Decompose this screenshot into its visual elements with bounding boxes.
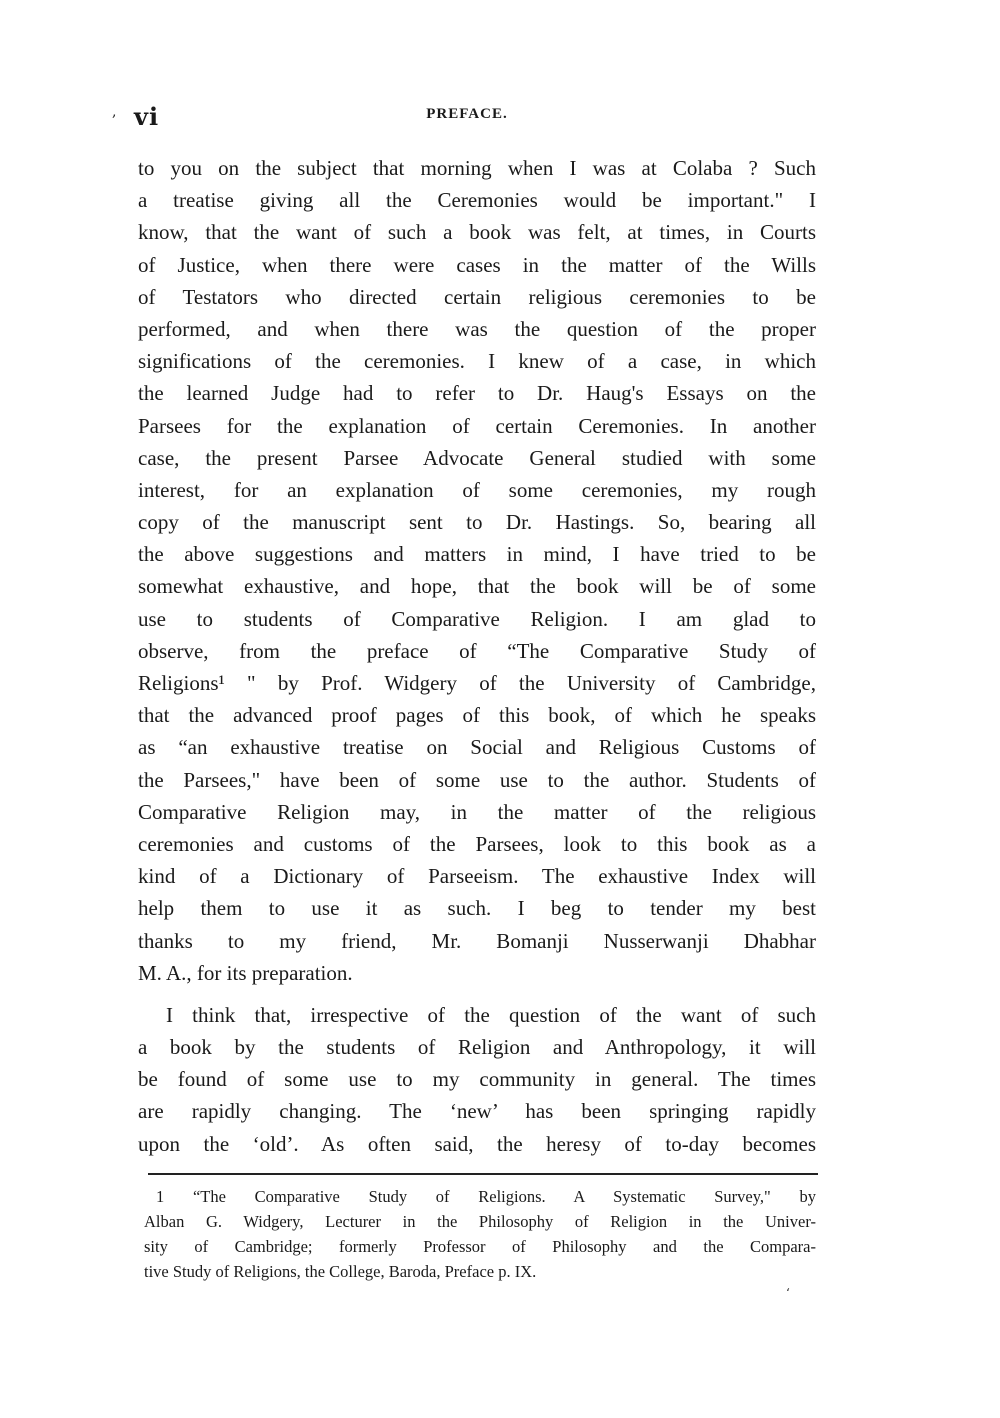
footnote-line: tive Study of Religions, the College, Baroda, Preface p. IX. bbox=[144, 1262, 537, 1281]
text-line: Comparative Religion may, in the matter of the religious bbox=[138, 799, 816, 824]
text-line: interest, for an explanation of some ceremonies, my rough bbox=[138, 477, 816, 502]
text-line: upon the ‘old’. As often said, the heresy of to-day becomes bbox=[138, 1131, 816, 1156]
paragraph-gap bbox=[138, 989, 816, 999]
text-line: significations of the ceremonies. I knew of a case, in which bbox=[138, 349, 816, 374]
text-line: observe, from the preface of “The Comparative Study of bbox=[138, 638, 816, 663]
text-line: performed, and when there was the question of the proper bbox=[138, 316, 816, 341]
text-line: somewhat exhaustive, and hope, that the book will be of some bbox=[138, 574, 816, 599]
text-line: to you on the subject that morning when I was at Colaba ? Such bbox=[138, 156, 816, 180]
stray-print-mark: ‘ bbox=[786, 1286, 790, 1300]
text-line: the above suggestions and matters in mind, I have tried to be bbox=[138, 542, 816, 567]
text-line: ceremonies and customs of the Parsees, look to this book as a bbox=[138, 831, 816, 856]
text-line: Religions¹ " by Prof. Widgery of the University of Cambridge, bbox=[138, 671, 816, 695]
text-line: I think that, irrespective of the question of the want of such bbox=[166, 1002, 816, 1027]
text-line: be found of some use to my community in general. The times bbox=[138, 1067, 816, 1092]
running-head-title: PREFACE. bbox=[426, 106, 508, 122]
footnote-line: 1 “The Comparative Study of Religions. A Systematic Survey," by bbox=[156, 1187, 816, 1206]
text-line: as “an exhaustive treatise on Social and Religious Customs of bbox=[138, 735, 816, 760]
header-tick-mark: , bbox=[112, 104, 117, 120]
text-line: are rapidly changing. The ‘new’ has been springing rapidly bbox=[138, 1099, 816, 1124]
text-line: the Parsees," have been of some use to the author. Students of bbox=[138, 767, 816, 792]
text-line: case, the present Parsee Advocate General studied with some bbox=[138, 445, 816, 470]
text-line: M. A., for its preparation. bbox=[138, 960, 353, 985]
footnote-line: sity of Cambridge; formerly Professor of Philosophy and the Compara- bbox=[144, 1237, 816, 1256]
text-line: a treatise giving all the Ceremonies would be important." I bbox=[138, 188, 816, 213]
footnote-line: Alban G. Widgery, Lecturer in the Philosophy of Religion in the Univer- bbox=[144, 1212, 816, 1231]
text-line: know, that the want of such a book was felt, at times, in Courts bbox=[138, 220, 816, 245]
text-line: of Testators who directed certain religious ceremonies to be bbox=[138, 284, 816, 309]
body-text bbox=[138, 152, 816, 1160]
paragraph-2 bbox=[138, 999, 816, 1160]
text-line: use to students of Comparative Religion. I am glad to bbox=[138, 606, 816, 631]
text-line: the learned Judge had to refer to Dr. Haug's Essays on the bbox=[138, 381, 816, 406]
footnote-rule bbox=[148, 1173, 818, 1175]
paragraph-1 bbox=[138, 152, 816, 989]
text-line: copy of the manuscript sent to Dr. Hastings. So, bearing all bbox=[138, 510, 816, 535]
text-line: a book by the students of Religion and Anthropology, it will bbox=[138, 1035, 816, 1060]
page-number: vi bbox=[134, 102, 160, 131]
text-line: thanks to my friend, Mr. Bomanji Nusserwanji Dhabhar bbox=[138, 928, 816, 953]
text-line: help them to use it as such. I beg to tender my best bbox=[138, 896, 816, 921]
text-line: of Justice, when there were cases in the matter of the Wills bbox=[138, 252, 816, 277]
page-header bbox=[112, 102, 822, 132]
text-line: that the advanced proof pages of this book, of which he speaks bbox=[138, 703, 816, 728]
footnote bbox=[144, 1184, 816, 1284]
text-line: Parsees for the explanation of certain Ceremonies. In another bbox=[138, 413, 816, 438]
text-line: kind of a Dictionary of Parseeism. The exhaustive Index will bbox=[138, 864, 816, 889]
